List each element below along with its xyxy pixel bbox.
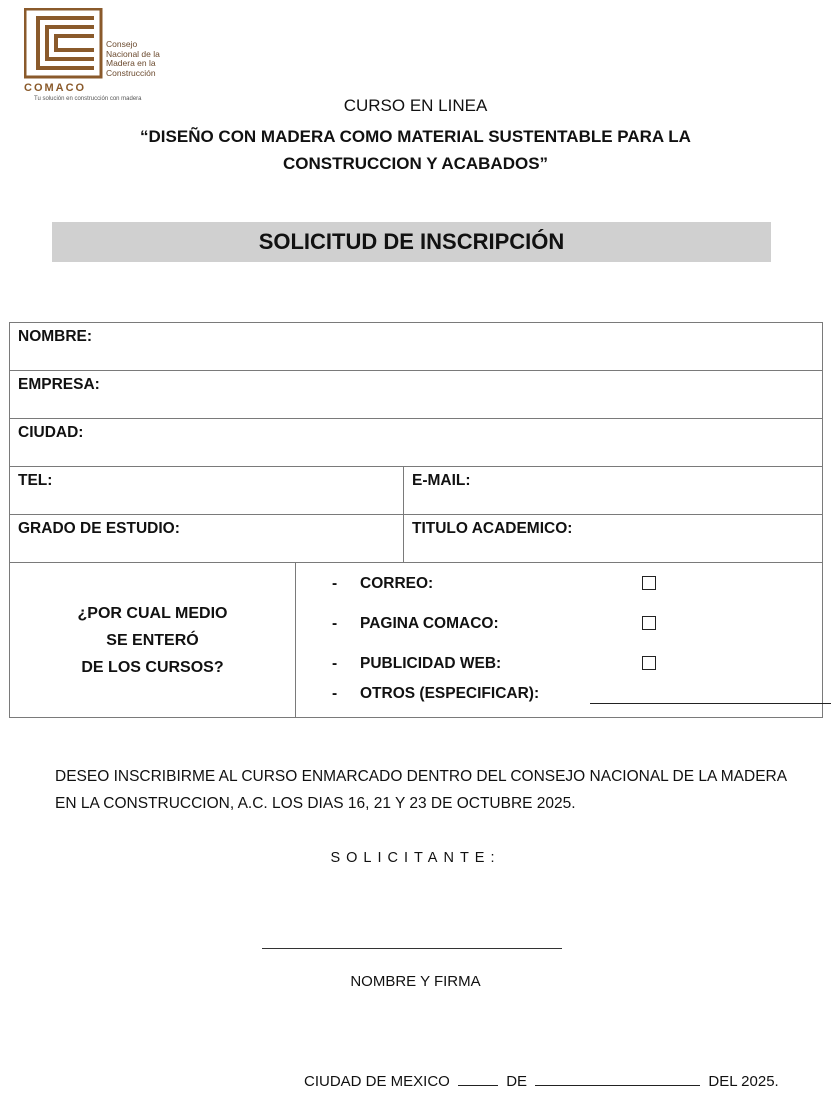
otros-specify-line[interactable] (590, 703, 831, 704)
solicitante-label: SOLICITANTE: (330, 850, 501, 866)
month-blank[interactable] (535, 1071, 700, 1086)
field-empresa[interactable]: EMPRESA: (18, 376, 100, 393)
name-signature-label: NOMBRE Y FIRMA (350, 973, 481, 990)
de-label: DE (506, 1073, 528, 1090)
course-title (0, 123, 831, 177)
option-publicidad-web: - PUBLICIDAD WEB: (332, 655, 502, 672)
option-pagina-comaco: - PAGINA COMACO: (332, 615, 499, 632)
logo-org-name: Consejo Nacional de la Madera en la Construcción (106, 39, 160, 78)
option-otros-label: OTROS (ESPECIFICAR): (360, 685, 540, 702)
field-nombre[interactable]: NOMBRE: (18, 328, 93, 345)
logo-tagline: Tu solución en construcción con madera (34, 96, 142, 102)
logo-brand: COMACO (24, 82, 87, 94)
course-type: CURSO EN LINEA (343, 96, 488, 115)
comaco-logo (24, 8, 174, 106)
row-education (10, 515, 822, 563)
field-titulo-academico[interactable]: TITULO ACADEMICO: (412, 520, 573, 537)
comaco-logo-icon (24, 8, 104, 80)
checkbox-pagina-comaco[interactable] (642, 616, 656, 630)
date-line (304, 1071, 779, 1090)
day-blank[interactable] (458, 1071, 498, 1086)
checkbox-correo[interactable] (642, 576, 656, 590)
row-source (10, 563, 822, 717)
source-question: ¿POR CUAL MEDIO SE ENTERÓ DE LOS CURSOS? (10, 563, 296, 717)
field-email[interactable]: E-MAIL: (412, 472, 471, 489)
row-contact (10, 467, 822, 515)
row-empresa (10, 371, 822, 419)
source-options (296, 563, 822, 717)
option-publicidad-web-label: PUBLICIDAD WEB: (360, 655, 502, 672)
checkbox-publicidad-web[interactable] (642, 656, 656, 670)
option-otros: - OTROS (ESPECIFICAR): (332, 685, 539, 703)
option-correo: - CORREO: (332, 575, 434, 592)
course-title-line2: CONSTRUCCION Y ACABADOS” (282, 154, 549, 173)
field-ciudad[interactable]: CIUDAD: (18, 424, 84, 441)
field-tel[interactable]: TEL: (10, 467, 404, 514)
field-grado-estudio[interactable]: GRADO DE ESTUDIO: (10, 515, 404, 562)
option-correo-label: CORREO: (360, 575, 434, 592)
signature-line[interactable] (262, 948, 562, 949)
declaration-paragraph: DESEO INSCRIBIRME AL CURSO ENMARCADO DENTRO DEL CONSEJO NACIONAL DE LA MADERA EN LA CONSTRUCCION, A.C. LOS DIAS 16, 21 Y 23 DE OCTUBRE 2025. (55, 768, 787, 812)
course-title-line1: “DISEÑO CON MADERA COMO MATERIAL SUSTENTABLE PARA LA (140, 127, 691, 146)
row-ciudad (10, 419, 822, 467)
form-title-banner: SOLICITUD DE INSCRIPCIÓN (52, 222, 771, 262)
year-label: DEL 2025. (708, 1073, 779, 1090)
registration-form (9, 322, 823, 718)
row-nombre (10, 323, 822, 371)
city-label: CIUDAD DE MEXICO (304, 1073, 450, 1090)
option-pagina-comaco-label: PAGINA COMACO: (360, 615, 499, 632)
